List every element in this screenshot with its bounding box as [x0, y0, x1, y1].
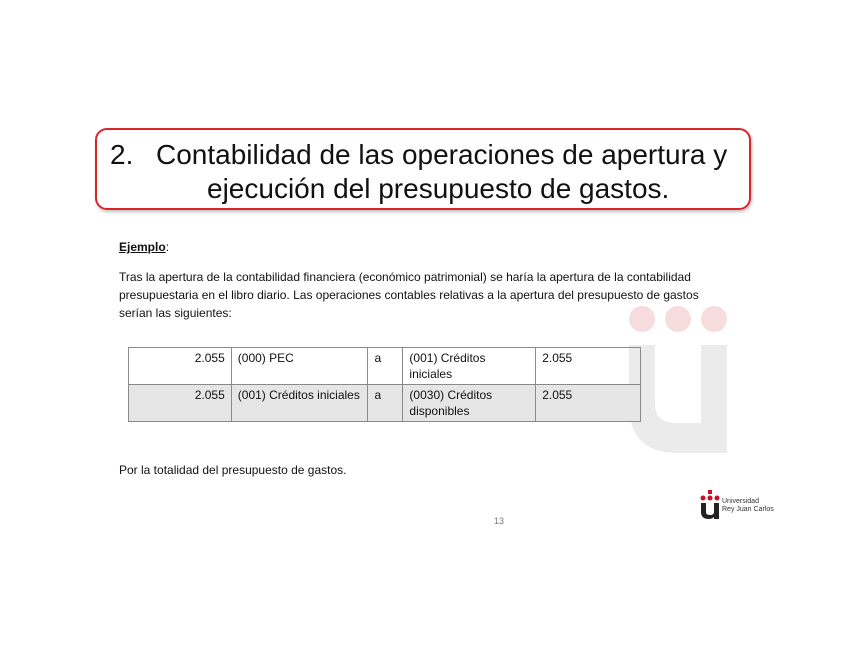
example-label: [119, 240, 169, 254]
credit-account-cell: (001) Créditos iniciales: [403, 348, 536, 385]
university-logo-icon: [700, 490, 720, 520]
title-number: 2.: [110, 139, 134, 170]
credit-amount-cell: 2.055: [536, 385, 641, 422]
connector-cell: a: [368, 348, 403, 385]
example-heading: Ejemplo: [119, 240, 166, 254]
logo-line2: Rey Juan Carlos: [722, 506, 774, 513]
credit-amount-cell: 2.055: [536, 348, 641, 385]
logo-text: [722, 498, 774, 514]
footer-note: Por la totalidad del presupuesto de gastos.: [119, 463, 347, 477]
table-row: [129, 385, 641, 422]
debit-amount-cell: 2.055: [129, 385, 232, 422]
slide-title-line2: ejecución del presupuesto de gastos.: [207, 173, 670, 204]
journal-entry-table: [128, 347, 641, 422]
credit-account-cell: (0030) Créditos disponibles: [403, 385, 536, 422]
connector-cell: a: [368, 385, 403, 422]
title-text-line1: Contabilidad de las operaciones de apertura y: [156, 139, 728, 170]
table-row: [129, 348, 641, 385]
slide-title-line1: [110, 138, 727, 172]
logo-line1: Universidad: [722, 498, 759, 505]
debit-amount-cell: 2.055: [129, 348, 232, 385]
page-number: 13: [494, 516, 505, 526]
intro-paragraph: Tras la apertura de la contabilidad financiera (económico patrimonial) se haría la apertura de la contabilidad presupuestaria en el libro diario. Las operaciones contables relativas a la apertura del presupuesto de gastos serían las siguientes:: [119, 270, 699, 320]
debit-account-cell: (001) Créditos iniciales: [231, 385, 368, 422]
example-colon: :: [165, 240, 170, 254]
debit-account-cell: (000) PEC: [231, 348, 368, 385]
